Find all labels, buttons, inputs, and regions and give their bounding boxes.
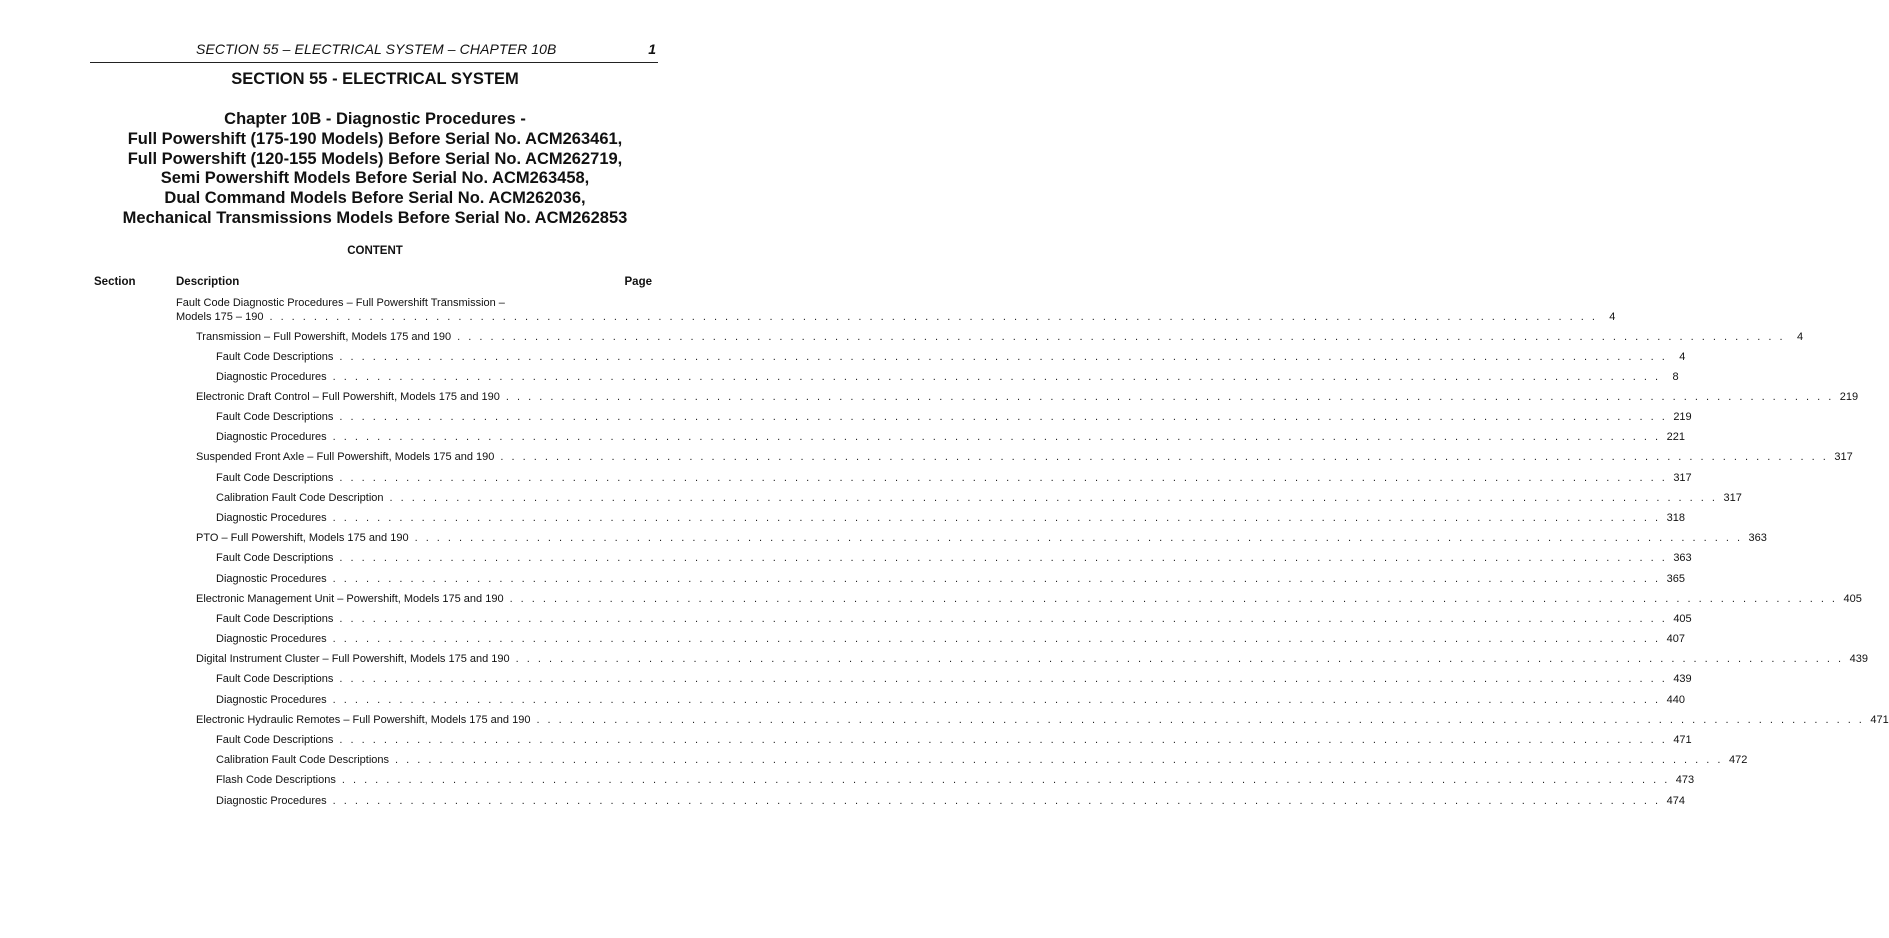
toc-entry-page: 472 — [1728, 754, 1748, 766]
toc-entry-page: 219 — [1673, 411, 1692, 423]
dot-leader: . . . . . . . . . . . . . . . . . . . . . . . . . . . . . . . . . . . . . . . . . . . . . . . . . . . . . . . . . . . . . . . . . . . . . . . . . . . . . . . . . . . . . . . . . . . . . . . . . . . . . . . . . . . . . . . . . . . . . . . . — [339, 613, 1668, 625]
dot-leader: . . . . . . . . . . . . . . . . . . . . . . . . . . . . . . . . . . . . . . . . . . . . . . . . . . . . . . . . . . . . . . . . . . . . . . . . . . . . . . . . . . . . . . . . . . . . . . . . . . . . . . . . . . . . . . . . . . . . . . . . — [414, 532, 1743, 544]
toc-entry-label: Fault Code Descriptions — [216, 552, 334, 564]
toc-entry-page: 317 — [1723, 492, 1742, 504]
toc-entry-label: Fault Code Descriptions — [216, 673, 334, 685]
dot-leader: . . . . . . . . . . . . . . . . . . . . . . . . . . . . . . . . . . . . . . . . . . . . . . . . . . . . . . . . . . . . . . . . . . . . . . . . . . . . . . . . . . . . . . . . . . . . . . . . . . . . . . . . . . . . . . . . . . . . . . . . — [339, 734, 1668, 746]
toc-entry — [216, 672, 1692, 686]
toc-entry-label: Digital Instrument Cluster – Full Powershift, Models 175 and 190 — [196, 653, 510, 665]
toc-entry-label: Electronic Hydraulic Remotes – Full Powershift, Models 175 and 190 — [196, 714, 531, 726]
dot-leader: . . . . . . . . . . . . . . . . . . . . . . . . . . . . . . . . . . . . . . . . . . . . . . . . . . . . . . . . . . . . . . . . . . . . . . . . . . . . . . . . . . . . . . . . . . . . . . . . . . . . . . . . . . . . . . . . . . . . . . . . — [395, 754, 1723, 766]
running-header-title: SECTION 55 – ELECTRICAL SYSTEM – CHAPTER 10B — [196, 41, 557, 57]
toc-entry — [216, 733, 1692, 747]
toc-entry-label: Diagnostic Procedures — [216, 573, 327, 585]
section-title: SECTION 55 - ELECTRICAL SYSTEM — [231, 70, 519, 88]
dot-leader: . . . . . . . . . . . . . . . . . . . . . . . . . . . . . . . . . . . . . . . . . . . . . . . . . . . . . . . . . . . . . . . . . . . . . . . . . . . . . . . . . . . . . . . . . . . . . . . . . . . . . . . . . . . . . . . . . . . . . . . . — [269, 311, 1598, 323]
toc-entry-label: PTO – Full Powershift, Models 175 and 190 — [196, 532, 409, 544]
toc-entry — [216, 794, 1685, 808]
dot-leader: . . . . . . . . . . . . . . . . . . . . . . . . . . . . . . . . . . . . . . . . . . . . . . . . . . . . . . . . . . . . . . . . . . . . . . . . . . . . . . . . . . . . . . . . . . . . . . . . . . . . . . . . . . . . . . . . . . . . . . . . — [332, 694, 1661, 706]
dot-leader: . . . . . . . . . . . . . . . . . . . . . . . . . . . . . . . . . . . . . . . . . . . . . . . . . . . . . . . . . . . . . . . . . . . . . . . . . . . . . . . . . . . . . . . . . . . . . . . . . . . . . . . . . . . . . . . . . . . . . . . . — [339, 673, 1668, 685]
toc-entry — [216, 753, 1748, 767]
toc-entry-label: Diagnostic Procedures — [216, 512, 327, 524]
dot-leader: . . . . . . . . . . . . . . . . . . . . . . . . . . . . . . . . . . . . . . . . . . . . . . . . . . . . . . . . . . . . . . . . . . . . . . . . . . . . . . . . . . . . . . . . . . . . . . . . . . . . . . . . . . . . . . . . . . . . . . . . — [332, 573, 1661, 585]
toc-entry — [216, 612, 1692, 626]
dot-leader: . . . . . . . . . . . . . . . . . . . . . . . . . . . . . . . . . . . . . . . . . . . . . . . . . . . . . . . . . . . . . . . . . . . . . . . . . . . . . . . . . . . . . . . . . . . . . . . . . . . . . . . . . . . . . . . . . . . . . . . . — [339, 351, 1668, 363]
toc-entry-label: Fault Code Descriptions — [216, 351, 334, 363]
dot-leader: . . . . . . . . . . . . . . . . . . . . . . . . . . . . . . . . . . . . . . . . . . . . . . . . . . . . . . . . . . . . . . . . . . . . . . . . . . . . . . . . . . . . . . . . . . . . . . . . . . . . . . . . . . . . . . . . . . . . . . . . — [339, 552, 1668, 564]
dot-leader: . . . . . . . . . . . . . . . . . . . . . . . . . . . . . . . . . . . . . . . . . . . . . . . . . . . . . . . . . . . . . . . . . . . . . . . . . . . . . . . . . . . . . . . . . . . . . . . . . . . . . . . . . . . . . . . . . . . . . . . . — [515, 653, 1844, 665]
toc-entry-page: 219 — [1839, 391, 1859, 403]
toc-entry-label: Calibration Fault Code Descriptions — [216, 754, 390, 766]
toc-entry — [196, 652, 1868, 666]
toc-entry-label: Fault Code Diagnostic Procedures – Full Powershift Transmission – — [176, 297, 505, 309]
toc-entry — [196, 390, 1859, 404]
toc-entry — [176, 310, 1616, 324]
column-header-description: Description — [176, 276, 240, 288]
toc-entry-page: 363 — [1673, 552, 1692, 564]
toc-entry-page: 440 — [1666, 694, 1685, 706]
toc-entry — [196, 450, 1853, 464]
toc-entry-page: 365 — [1666, 573, 1685, 585]
chapter-title-line: Chapter 10B - Diagnostic Procedures - — [224, 110, 526, 128]
toc-entry — [196, 330, 1804, 344]
dot-leader: . . . . . . . . . . . . . . . . . . . . . . . . . . . . . . . . . . . . . . . . . . . . . . . . . . . . . . . . . . . . . . . . . . . . . . . . . . . . . . . . . . . . . . . . . . . . . . . . . . . . . . . . . . . . . . . . . . . . . . . . — [332, 512, 1661, 524]
toc-entry — [196, 592, 1862, 606]
dot-leader: . . . . . . . . . . . . . . . . . . . . . . . . . . . . . . . . . . . . . . . . . . . . . . . . . . . . . . . . . . . . . . . . . . . . . . . . . . . . . . . . . . . . . . . . . . . . . . . . . . . . . . . . . . . . . . . . . . . . . . . . — [389, 492, 1718, 504]
toc-entry — [216, 572, 1685, 586]
dot-leader: . . . . . . . . . . . . . . . . . . . . . . . . . . . . . . . . . . . . . . . . . . . . . . . . . . . . . . . . . . . . . . . . . . . . . . . . . . . . . . . . . . . . . . . . . . . . . . . . . . . . . . . . . . . . . . . . . . . . . . . . — [332, 633, 1661, 645]
toc-entry — [216, 693, 1685, 707]
toc-entry-label: Transmission – Full Powershift, Models 175 and 190 — [196, 331, 452, 343]
toc-entry-label: Fault Code Descriptions — [216, 411, 334, 423]
toc-entry-page: 407 — [1666, 633, 1685, 645]
page-number: 1 — [648, 41, 656, 57]
toc-entry — [216, 471, 1692, 485]
toc-entry-label: Fault Code Descriptions — [216, 472, 334, 484]
toc-entry-label: Diagnostic Procedures — [216, 371, 327, 383]
toc-entry — [216, 350, 1686, 364]
toc-entry-page: 471 — [1870, 714, 1889, 726]
chapter-title-line: Full Powershift (120-155 Models) Before Serial No. ACM262719, — [127, 149, 623, 168]
toc-entry-label: Calibration Fault Code Description — [216, 492, 384, 504]
running-header — [90, 40, 658, 63]
toc-entry-page: 4 — [1796, 331, 1804, 343]
toc-entry-label: Diagnostic Procedures — [216, 694, 327, 706]
dot-leader: . . . . . . . . . . . . . . . . . . . . . . . . . . . . . . . . . . . . . . . . . . . . . . . . . . . . . . . . . . . . . . . . . . . . . . . . . . . . . . . . . . . . . . . . . . . . . . . . . . . . . . . . . . . . . . . . . . . . . . . . — [536, 714, 1865, 726]
toc-entry-page: 439 — [1673, 673, 1692, 685]
toc-entry — [216, 491, 1742, 505]
dot-leader: . . . . . . . . . . . . . . . . . . . . . . . . . . . . . . . . . . . . . . . . . . . . . . . . . . . . . . . . . . . . . . . . . . . . . . . . . . . . . . . . . . . . . . . . . . . . . . . . . . . . . . . . . . . . . . . . . . . . . . . . — [332, 795, 1661, 807]
dot-leader: . . . . . . . . . . . . . . . . . . . . . . . . . . . . . . . . . . . . . . . . . . . . . . . . . . . . . . . . . . . . . . . . . . . . . . . . . . . . . . . . . . . . . . . . . . . . . . . . . . . . . . . . . . . . . . . . . . . . . . . . — [339, 472, 1668, 484]
toc-entry — [216, 511, 1685, 525]
toc-entry-label: Electronic Draft Control – Full Powershift, Models 175 and 190 — [196, 391, 500, 403]
dot-leader: . . . . . . . . . . . . . . . . . . . . . . . . . . . . . . . . . . . . . . . . . . . . . . . . . . . . . . . . . . . . . . . . . . . . . . . . . . . . . . . . . . . . . . . . . . . . . . . . . . . . . . . . . . . . . . . . . . . . . . . . — [332, 371, 1661, 383]
chapter-title — [0, 110, 750, 229]
dot-leader: . . . . . . . . . . . . . . . . . . . . . . . . . . . . . . . . . . . . . . . . . . . . . . . . . . . . . . . . . . . . . . . . . . . . . . . . . . . . . . . . . . . . . . . . . . . . . . . . . . . . . . . . . . . . . . . . . . . . . . . . — [509, 593, 1838, 605]
toc-entry-page: 317 — [1834, 451, 1853, 463]
dot-leader: . . . . . . . . . . . . . . . . . . . . . . . . . . . . . . . . . . . . . . . . . . . . . . . . . . . . . . . . . . . . . . . . . . . . . . . . . . . . . . . . . . . . . . . . . . . . . . . . . . . . . . . . . . . . . . . . . . . . . . . . — [332, 431, 1661, 443]
toc-entry — [216, 410, 1692, 424]
chapter-title-line: Semi Powershift Models Before Serial No. ACM263458, — [160, 169, 590, 188]
toc-entry-label: Models 175 – 190 — [176, 311, 264, 323]
dot-leader: . . . . . . . . . . . . . . . . . . . . . . . . . . . . . . . . . . . . . . . . . . . . . . . . . . . . . . . . . . . . . . . . . . . . . . . . . . . . . . . . . . . . . . . . . . . . . . . . . . . . . . . . . . . . . . . . . . . . . . . . — [341, 774, 1670, 786]
content-heading: CONTENT — [347, 245, 403, 257]
toc-entry — [216, 773, 1695, 787]
dot-leader: . . . . . . . . . . . . . . . . . . . . . . . . . . . . . . . . . . . . . . . . . . . . . . . . . . . . . . . . . . . . . . . . . . . . . . . . . . . . . . . . . . . . . . . . . . . . . . . . . . . . . . . . . . . . . . . . . . . . . . . . — [339, 411, 1668, 423]
toc-entry — [216, 551, 1692, 565]
toc-entry-page: 4 — [1679, 351, 1686, 363]
column-header-section: Section — [94, 276, 136, 288]
dot-leader: . . . . . . . . . . . . . . . . . . . . . . . . . . . . . . . . . . . . . . . . . . . . . . . . . . . . . . . . . . . . . . . . . . . . . . . . . . . . . . . . . . . . . . . . . . . . . . . . . . . . . . . . . . . . . . . . . . . . . . . . — [505, 391, 1834, 403]
toc-entry-page: 363 — [1748, 532, 1767, 544]
toc-entry-page: 474 — [1666, 795, 1685, 807]
toc-entry — [196, 713, 1889, 727]
toc-entry-label: Fault Code Descriptions — [216, 734, 334, 746]
toc-entry — [196, 531, 1767, 545]
toc-entry — [216, 430, 1685, 444]
toc-entry — [216, 370, 1679, 384]
toc-entry-page: 405 — [1843, 593, 1862, 605]
toc-entry-page: 4 — [1609, 311, 1616, 323]
toc-entry — [216, 632, 1685, 646]
toc-entry-label: Diagnostic Procedures — [216, 633, 327, 645]
chapter-title-line: Full Powershift (175-190 Models) Before Serial No. ACM263461, — [127, 129, 623, 148]
dot-leader: . . . . . . . . . . . . . . . . . . . . . . . . . . . . . . . . . . . . . . . . . . . . . . . . . . . . . . . . . . . . . . . . . . . . . . . . . . . . . . . . . . . . . . . . . . . . . . . . . . . . . . . . . . . . . . . . . . . . . . . . — [500, 451, 1829, 463]
dot-leader: . . . . . . . . . . . . . . . . . . . . . . . . . . . . . . . . . . . . . . . . . . . . . . . . . . . . . . . . . . . . . . . . . . . . . . . . . . . . . . . . . . . . . . . . . . . . . . . . . . . . . . . . . . . . . . . . . . . . . . . . — [457, 331, 1786, 343]
toc-entry-page: 439 — [1849, 653, 1868, 665]
toc-entry-label: Flash Code Descriptions — [216, 774, 336, 786]
toc-entry-page: 8 — [1672, 371, 1679, 383]
toc-entry-label: Electronic Management Unit – Powershift, Models 175 and 190 — [196, 593, 504, 605]
toc-entry-label: Suspended Front Axle – Full Powershift, Models 175 and 190 — [196, 451, 495, 463]
toc-entry-label: Diagnostic Procedures — [216, 431, 327, 443]
toc-entry-label: Diagnostic Procedures — [216, 795, 327, 807]
toc-entry-page: 317 — [1673, 472, 1692, 484]
toc-entry-page: 471 — [1673, 734, 1692, 746]
chapter-title-line: Dual Command Models Before Serial No. ACM262036, — [164, 189, 586, 208]
toc-entry-label: Fault Code Descriptions — [216, 613, 334, 625]
toc-entry-page: 405 — [1673, 613, 1692, 625]
toc-entry-page: 318 — [1666, 512, 1685, 524]
toc-entry-page: 473 — [1675, 774, 1695, 786]
chapter-title-line: Mechanical Transmissions Models Before Serial No. ACM262853 — [122, 208, 628, 227]
column-header-page: Page — [624, 276, 652, 288]
toc-entry-page: 221 — [1666, 431, 1685, 443]
